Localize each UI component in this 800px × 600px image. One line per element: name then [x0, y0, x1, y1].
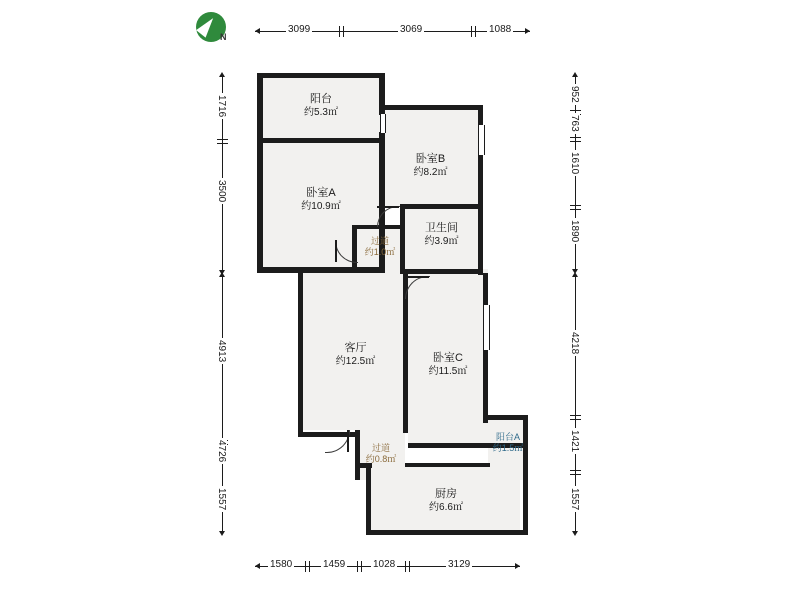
- room-label-corridor-2: [355, 443, 407, 465]
- door-leaf-bathroom: [405, 276, 429, 278]
- room-name-living-room: 客厅: [344, 342, 367, 354]
- left-inner-arrow-up: [219, 72, 225, 77]
- room-label-balcony-a: [480, 432, 536, 454]
- room-name-balcony-b: 阳台: [310, 93, 332, 105]
- left-inner-dimension-2: 3500: [216, 180, 227, 203]
- right-inner-arrow-up: [572, 72, 578, 77]
- right-inner-tick-3: [570, 205, 581, 206]
- wall-kitchen-left: [366, 463, 371, 535]
- wall-kitchen-top-right: [405, 463, 490, 467]
- top-dimension-3: 1088: [489, 24, 512, 35]
- compass-north-icon: [196, 12, 230, 46]
- bottom-dimension-4: 3129: [448, 559, 471, 570]
- bottom-tick-2b: [361, 561, 362, 572]
- left-outer-dimension-2: 4726: [216, 440, 227, 463]
- room-area-balcony-b: 约5.3㎡: [304, 107, 338, 118]
- top-tick-2: [471, 26, 472, 37]
- room-label-balcony-b: [262, 92, 380, 120]
- top-tick-2b: [475, 26, 476, 37]
- wall-balcony-a-top: [488, 415, 528, 420]
- bottom-arrow-left: [255, 563, 260, 569]
- right-inner-dimension-3: 1610: [569, 152, 580, 175]
- room-area-bathroom: 约3.9㎡: [424, 236, 459, 247]
- door-leaf-bedroom-b: [377, 206, 399, 208]
- right-outer-dimension-3: 1557: [569, 488, 580, 511]
- room-name-corridor-2: 过道: [371, 443, 390, 453]
- bottom-dimension-3: 1028: [373, 559, 396, 570]
- wall-balcony-bedroom-a: [257, 138, 385, 143]
- top-tick-1: [339, 26, 340, 37]
- right-outer-tick-2b: [570, 474, 581, 475]
- room-name-corridor-1: 过道: [370, 236, 389, 246]
- bottom-dimension-2: 1459: [323, 559, 346, 570]
- right-outer-arrow-down: [572, 531, 578, 536]
- bottom-tick-3b: [409, 561, 410, 572]
- room-name-kitchen: 厨房: [435, 488, 457, 500]
- room-area-bedroom-a: 约10.9㎡: [301, 201, 341, 212]
- wall-bathroom-bottom: [400, 269, 483, 274]
- window-bedroomc-right: [483, 305, 490, 350]
- room-label-corridor-1: [355, 236, 405, 258]
- room-label-bedroom-a: [262, 186, 380, 214]
- bottom-tick-2: [357, 561, 358, 572]
- left-outer-arrow-down: [219, 531, 225, 536]
- room-area-balcony-a: 约1.5㎡: [492, 443, 524, 453]
- left-outer-dimension-3: 1557: [216, 488, 227, 511]
- room-name-bedroom-a: 卧室A: [306, 187, 336, 199]
- bottom-tick-1b: [309, 561, 310, 572]
- top-dimension-2: 3069: [400, 24, 423, 35]
- window-balcony-right: [380, 114, 386, 133]
- room-area-corridor-1: 约1.0㎡: [364, 247, 396, 257]
- top-tick-1b: [343, 26, 344, 37]
- left-inner-tick: [217, 139, 228, 140]
- room-name-bedroom-c: 卧室C: [433, 352, 463, 364]
- compass-north-label: N: [220, 32, 227, 42]
- top-arrow-left: [255, 28, 260, 34]
- room-area-bedroom-c: 约11.5㎡: [428, 366, 468, 377]
- room-area-kitchen: 约6.6㎡: [429, 502, 463, 513]
- room-label-bedroom-c: [408, 351, 488, 379]
- wall-bedroom-a-bottom: [257, 267, 385, 273]
- right-outer-arrow-up: [572, 272, 578, 277]
- room-name-bedroom-b: 卧室B: [415, 153, 446, 165]
- right-outer-dimension-1: 4218: [569, 332, 580, 355]
- left-inner-dimension-1: 1716: [216, 95, 227, 118]
- top-dimension-1: 3099: [288, 24, 311, 35]
- right-inner-dimension-1: 952: [569, 86, 580, 103]
- room-name-balcony-a: 阳台A: [495, 432, 520, 442]
- left-outer-dimension-1: 4913: [216, 340, 227, 363]
- left-inner-tick-b: [217, 143, 228, 144]
- window-bedroom-b-right: [478, 125, 485, 155]
- room-label-kitchen: [372, 487, 520, 515]
- room-label-bathroom: [405, 221, 478, 249]
- room-area-bedroom-b: 约8.2㎡: [413, 167, 448, 178]
- room-label-bedroom-b: [383, 152, 478, 180]
- right-inner-tick-1: [570, 110, 581, 111]
- wall-top-balcony: [257, 73, 385, 78]
- wall-bedroom-b-bottom: [400, 204, 483, 209]
- room-area-corridor-2: 约0.8㎡: [365, 454, 397, 464]
- right-outer-tick-1: [570, 415, 581, 416]
- right-inner-tick-2: [570, 137, 581, 138]
- bottom-tick-3: [405, 561, 406, 572]
- right-outer-tick-1b: [570, 419, 581, 420]
- right-inner-tick-3b: [570, 209, 581, 210]
- right-inner-dimension-4: 1890: [569, 220, 580, 243]
- bottom-tick-1: [305, 561, 306, 572]
- left-outer-arrow-up: [219, 272, 225, 277]
- right-outer-dimension-2: 1421: [569, 430, 580, 453]
- door-leaf-living: [347, 430, 349, 452]
- door-leaf-bedroom-a: [335, 240, 337, 262]
- room-name-bathroom: 卫生间: [425, 222, 458, 234]
- right-inner-dimension-2: 763: [569, 115, 580, 132]
- wall-kitchen-bottom: [366, 530, 528, 535]
- right-outer-tick-2: [570, 470, 581, 471]
- bottom-dimension-1: 1580: [270, 559, 293, 570]
- wall-bedroom-b-top: [383, 105, 483, 110]
- top-arrow-right: [525, 28, 530, 34]
- wall-bedroomc-bottom: [408, 443, 488, 448]
- room-area-living-room: 约12.5㎡: [335, 356, 376, 367]
- room-label-living-room: [303, 341, 408, 369]
- wall-bedroom-b-right-lower: [478, 160, 483, 275]
- bottom-arrow-right: [515, 563, 520, 569]
- right-inner-tick-2b: [570, 141, 581, 142]
